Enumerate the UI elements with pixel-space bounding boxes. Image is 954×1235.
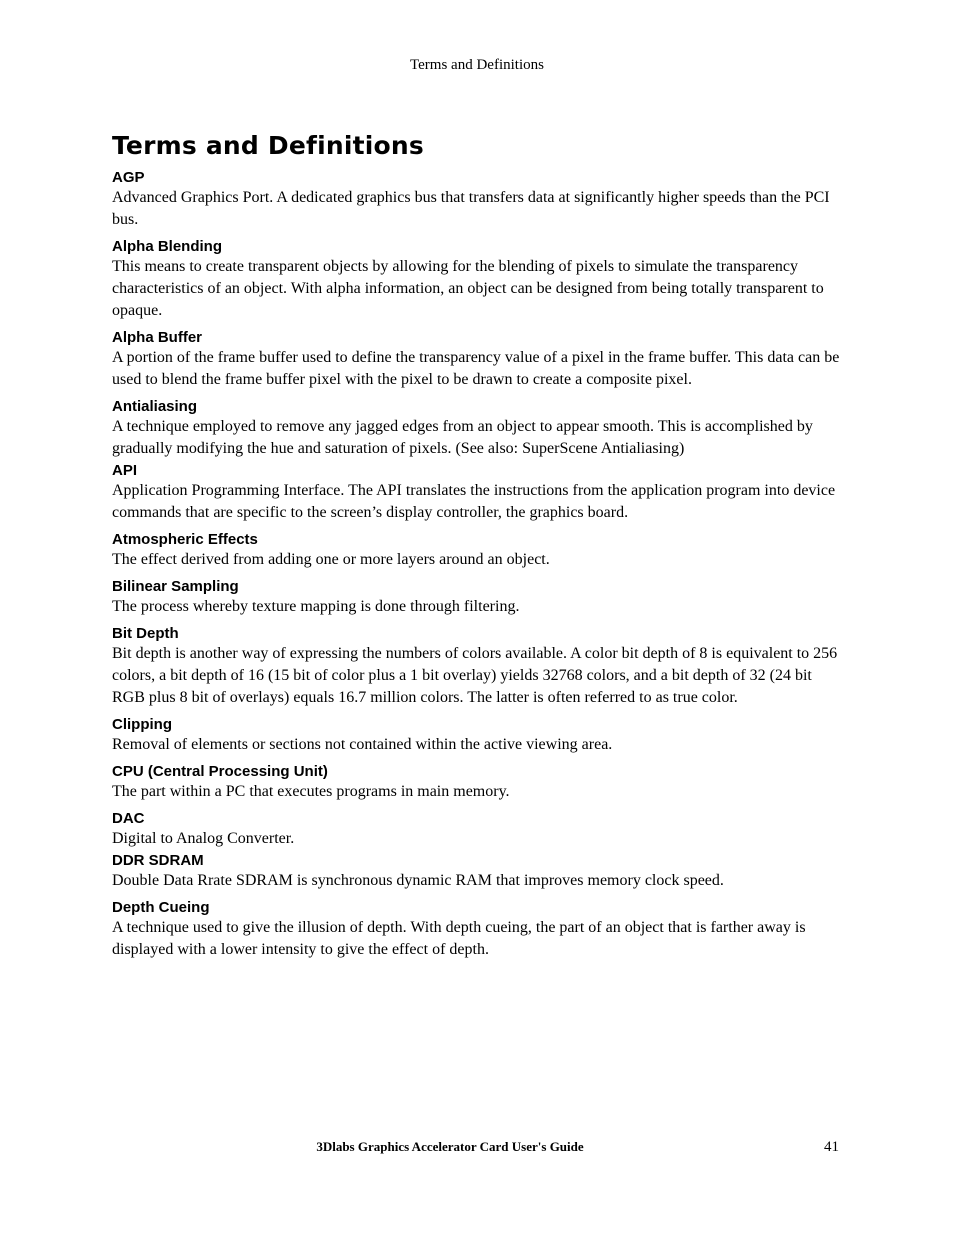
term-title: DDR SDRAM [112, 852, 204, 869]
definition-entry-depth-cueing [112, 898, 847, 961]
definitions-list [112, 168, 847, 961]
definition-entry-atmospheric-effects [112, 530, 847, 571]
definition-entry-bit-depth [112, 624, 847, 709]
term-title: AGP [112, 169, 145, 186]
term-title: API [112, 462, 138, 479]
footer-title: 3Dlabs Graphics Accelerator Card User's Guide [316, 1139, 584, 1154]
term-definition: Advanced Graphics Port. A dedicated graphics bus that transfers data at significantly higher speeds than the PCI bus. [112, 189, 830, 228]
term-definition: Removal of elements or sections not contained within the active viewing area. [112, 736, 613, 753]
term-definition: This means to create transparent objects by allowing for the blending of pixels to simulate the transparency characteristics of an object. With alpha information, an object can be designed from being totally transparent to opaque. [112, 258, 824, 319]
term-title: DAC [112, 810, 145, 827]
term-definition: A portion of the frame buffer used to define the transparency value of a pixel in the frame buffer. This data can be used to blend the frame buffer pixel with the pixel to be drawn to create a composite pixel. [112, 349, 840, 388]
term-definition: A technique used to give the illusion of depth. With depth cueing, the part of an object that is farther away is displayed with a lower intensity to give the effect of depth. [112, 919, 806, 958]
definition-entry-antialiasing [112, 397, 847, 460]
term-definition: The effect derived from adding one or more layers around an object. [112, 551, 550, 568]
term-definition: Application Programming Interface. The API translates the instructions from the application program into device commands that are specific to the screen’s display controller, the graphics board. [112, 482, 836, 521]
term-title: Bilinear Sampling [112, 578, 239, 595]
definition-entry-bilinear-sampling [112, 577, 847, 618]
definition-entry-alpha-blending [112, 237, 847, 322]
term-definition: The part within a PC that executes programs in main memory. [112, 783, 510, 800]
definition-entry-api [112, 461, 847, 524]
term-title: CPU (Central Processing Unit) [112, 763, 328, 780]
term-title: Alpha Buffer [112, 329, 202, 346]
term-title: Depth Cueing [112, 899, 210, 916]
term-definition: Bit depth is another way of expressing the numbers of colors available. A color bit depth of 8 is equivalent to 256 colors, a bit depth of 16 (15 bit of color plus a 1 bit overlay) yields 32768 colors, and a bit depth of 32 (24 bit RGB plus 8 bit of overlays) equals 16.7 million colors. The latter is often referred to as true color. [112, 645, 838, 706]
running-header: Terms and Definitions [410, 57, 544, 73]
term-title: Antialiasing [112, 398, 198, 415]
definition-entry-clipping [112, 715, 847, 756]
term-title: Clipping [112, 716, 172, 733]
definition-entry-cpu [112, 762, 847, 803]
definition-entry-alpha-buffer [112, 328, 847, 391]
definition-entry-dac [112, 809, 847, 850]
term-definition: The process whereby texture mapping is done through filtering. [112, 598, 520, 615]
definition-entry-ddr-sdram [112, 851, 847, 892]
definition-entry-agp [112, 168, 847, 231]
page-number: 41 [824, 1139, 839, 1155]
term-title: Atmospheric Effects [112, 531, 258, 548]
term-definition: Digital to Analog Converter. [112, 830, 295, 847]
term-title: Alpha Blending [112, 238, 222, 255]
term-title: Bit Depth [112, 625, 179, 642]
term-definition: A technique employed to remove any jagged edges from an object to appear smooth. This is accomplished by gradually modifying the hue and saturation of pixels. (See also: SuperScene Antialiasing) [112, 418, 813, 457]
page-title: Terms and Definitions [112, 131, 425, 160]
term-definition: Double Data Rrate SDRAM is synchronous dynamic RAM that improves memory clock speed. [112, 872, 724, 889]
